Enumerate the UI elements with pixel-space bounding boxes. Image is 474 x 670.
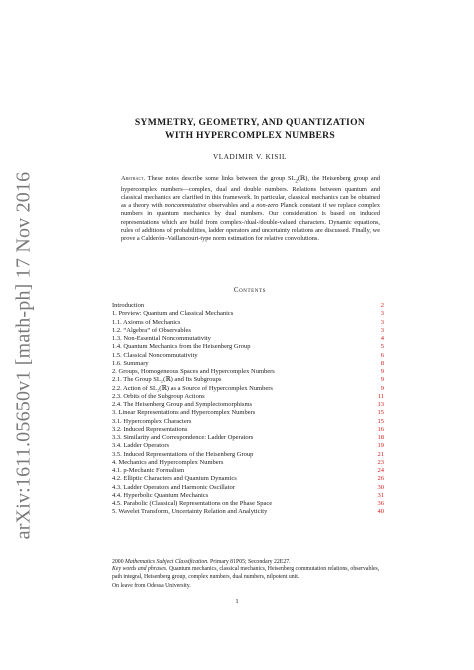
toc-page-link[interactable]: 40 (377, 508, 384, 516)
paper-author: VLADIMIR V. KISIL (212, 153, 288, 161)
toc-page-link[interactable]: 21 (377, 450, 384, 458)
toc-entry[interactable] (112, 434, 384, 442)
toc-page-link[interactable]: 15 (377, 409, 384, 417)
toc-entry[interactable] (112, 459, 384, 467)
arxiv-id-text: arXiv:1611.05650v1 [math-ph] 17 Nov 2016 (12, 171, 35, 539)
toc-page-link[interactable]: 4 (380, 335, 384, 342)
toc-entry[interactable] (112, 508, 384, 516)
toc-entry-label: Introduction (112, 302, 145, 309)
toc-page-link[interactable]: 31 (377, 491, 384, 499)
msc-text: Primary 81P05; Secondary 22E27. (208, 559, 291, 565)
toc-page-link[interactable]: 24 (377, 467, 384, 474)
toc-entry[interactable] (112, 327, 384, 335)
toc-entry-label: 4.5. Parabolic (Classical) Representations on the Phase Space (112, 500, 273, 507)
toc-entry-label: 1.5. Classical Noncommutativity (112, 351, 198, 359)
abstract (121, 175, 380, 244)
toc-entry-label: 3.1. Hypercomplex Characters (112, 417, 192, 425)
toc-entry-label: 3.3. Similarity and Correspondence: Ladder Operators (112, 434, 254, 441)
toc-page-link[interactable]: 3 (380, 326, 384, 334)
msc-prefix: 2000 (112, 559, 126, 565)
toc-entry[interactable] (112, 368, 384, 376)
contents-heading: Contents (233, 287, 267, 294)
toc-page-link[interactable]: 11 (377, 392, 384, 400)
abstract-text-3: observables and a (206, 202, 257, 210)
toc-entry-label: 4.2. Elliptic Characters and Quantum Dynamics (112, 475, 237, 483)
page-number: 1 (235, 598, 239, 605)
toc-entry[interactable] (112, 310, 384, 318)
toc-entry-label: 3.2. Induced Representations (112, 425, 188, 433)
toc-page-link[interactable]: 13 (377, 401, 384, 408)
toc-page-link[interactable]: 26 (377, 475, 384, 483)
abstract-lead: Abstract. (121, 175, 146, 182)
toc-entry-label: 1.4. Quantum Mechanics from the Heisenberg Group (112, 343, 251, 351)
toc-entry[interactable] (112, 409, 384, 417)
toc-entry-label: 5. Wavelet Transform, Uncertainty Relation and Analyticity (112, 508, 268, 516)
toc-entry-label: 2.1. The Group SL₂(ℝ) and Its Subgroups (112, 376, 222, 384)
toc-entry[interactable] (112, 319, 384, 327)
toc-entry[interactable] (112, 343, 384, 351)
toc-entry-label: 3. Linear Representations and Hypercomplex Numbers (112, 409, 256, 417)
toc-entry[interactable] (112, 393, 384, 401)
toc-entry-label: 2.4. The Heisenberg Group and Symplectomorphisms (112, 401, 253, 408)
paper-title-line-1: SYMMETRY, GEOMETRY, AND QUANTIZATION (134, 117, 366, 128)
toc-entry[interactable] (112, 484, 384, 492)
abstract-text-2: (ℝ), the Heisenberg group and hypercomplex numbers—complex, dual and double numbers. Relations between quantum and classical mechanics are clarified in this framework. In particular, classical mechanics can be obtained as a theory with (121, 175, 380, 210)
toc-entry-label: 4.4. Hyperbolic Quantum Mechanics (112, 491, 209, 499)
toc-entry[interactable] (112, 360, 384, 368)
toc-page-link[interactable]: 36 (377, 500, 384, 507)
toc-page-link[interactable]: 2 (380, 302, 384, 309)
toc-entry[interactable] (112, 335, 384, 343)
toc-page-link[interactable]: 9 (380, 368, 384, 375)
toc-entry-label: 3.5. Induced Representations of the Heisenberg Group (112, 450, 254, 458)
toc-entry[interactable] (112, 302, 384, 310)
toc-entry[interactable] (112, 418, 384, 426)
keywords-footnote (112, 566, 384, 581)
toc-page-link[interactable]: 9 (380, 376, 384, 384)
toc-entry[interactable] (112, 492, 384, 500)
toc-entry[interactable] (112, 426, 384, 434)
toc-entry-label: 2. Groups, Homogeneous Spaces and Hypercomplex Numbers (112, 368, 275, 375)
toc-entry[interactable] (112, 467, 384, 475)
toc-page-link[interactable]: 23 (377, 458, 384, 466)
toc-entry-label: 1.1. Axioms of Mechanics (112, 318, 181, 326)
toc-page-link[interactable]: 6 (380, 351, 384, 359)
toc-page-link[interactable]: 19 (377, 442, 384, 450)
toc-entry[interactable] (112, 352, 384, 360)
toc-page-link[interactable]: 16 (377, 425, 384, 433)
toc-page-link[interactable]: 9 (380, 384, 384, 392)
toc-entry-label: 1.6. Summary (112, 359, 149, 367)
toc-entry-label: 1.3. Non-Essential Noncommutativity (112, 335, 211, 342)
arxiv-identifier-stamp (4, 150, 44, 560)
abstract-text-1: These notes describe some links between the group SL (145, 175, 296, 182)
toc-page-link[interactable]: 3 (380, 310, 384, 318)
toc-entry-label: 2.3. Orbits of the Subgroup Actions (112, 392, 205, 400)
toc-entry[interactable] (112, 500, 384, 508)
toc-entry[interactable] (112, 475, 384, 483)
keywords-label: Key words and phrases. (112, 566, 168, 573)
toc-entry[interactable] (112, 376, 384, 384)
toc-entry-label: 1. Preview: Quantum and Classical Mechanics (112, 310, 234, 318)
toc-entry[interactable] (112, 385, 384, 393)
toc-entry-label: 4.1. p-Mechanic Formalism (112, 467, 185, 474)
toc-entry-label: 4.3. Ladder Operators and Harmonic Oscillator (112, 483, 235, 491)
toc-page-link[interactable]: 8 (380, 359, 384, 367)
abstract-emphasis-1: noncommutative (164, 202, 207, 210)
leave-footnote: On leave from Odessa University. (112, 583, 191, 590)
msc-footnote (112, 559, 384, 566)
toc-entry[interactable] (112, 442, 384, 450)
abstract-emphasis-2: non-zero (256, 202, 279, 210)
abstract-subscript: 2 (295, 178, 298, 185)
toc-page-link[interactable]: 15 (377, 417, 384, 425)
toc-page-link[interactable]: 30 (377, 483, 384, 491)
toc-entry-label: 2.2. Action of SL₂(ℝ) as a Source of Hypercomplex Numbers (112, 384, 273, 392)
table-of-contents (112, 302, 384, 517)
abstract-text-4: Planck constant if we replace complex numbers in quantum mechanics by dual numbers. Our consideration is based on induced representations which are build from complex-/dual-/double-valued characters. Dynamic equations, rules of additions of probabilities, ladder operators and uncertainty relations are discussed. Finally, we prove a Calderón–Vaillancourt-type norm estimation for relative convolutions. (121, 202, 380, 243)
toc-entry-label: 1.2. “Algebra” of Observables (112, 326, 191, 334)
footnotes (112, 559, 384, 591)
msc-label: Mathematics Subject Classification. (125, 559, 209, 565)
toc-entry-label: 4. Mechanics and Hypercomplex Numbers (112, 458, 224, 466)
toc-entry[interactable] (112, 451, 384, 459)
keywords-text: Quantum mechanics, classical mechanics, Heisenberg commutation relations, observables, path integral, Heisenberg group, complex numbers, dual numbers, nilpotent unit. (112, 566, 380, 580)
toc-page-link[interactable]: 18 (377, 434, 384, 441)
toc-entry-label: 3.4. Ladder Operators (112, 442, 170, 450)
toc-page-link[interactable]: 3 (380, 318, 384, 326)
toc-entry[interactable] (112, 401, 384, 409)
paper-title-line-2: WITH HYPERCOMPLEX NUMBERS (164, 130, 336, 141)
toc-page-link[interactable]: 5 (380, 343, 384, 351)
